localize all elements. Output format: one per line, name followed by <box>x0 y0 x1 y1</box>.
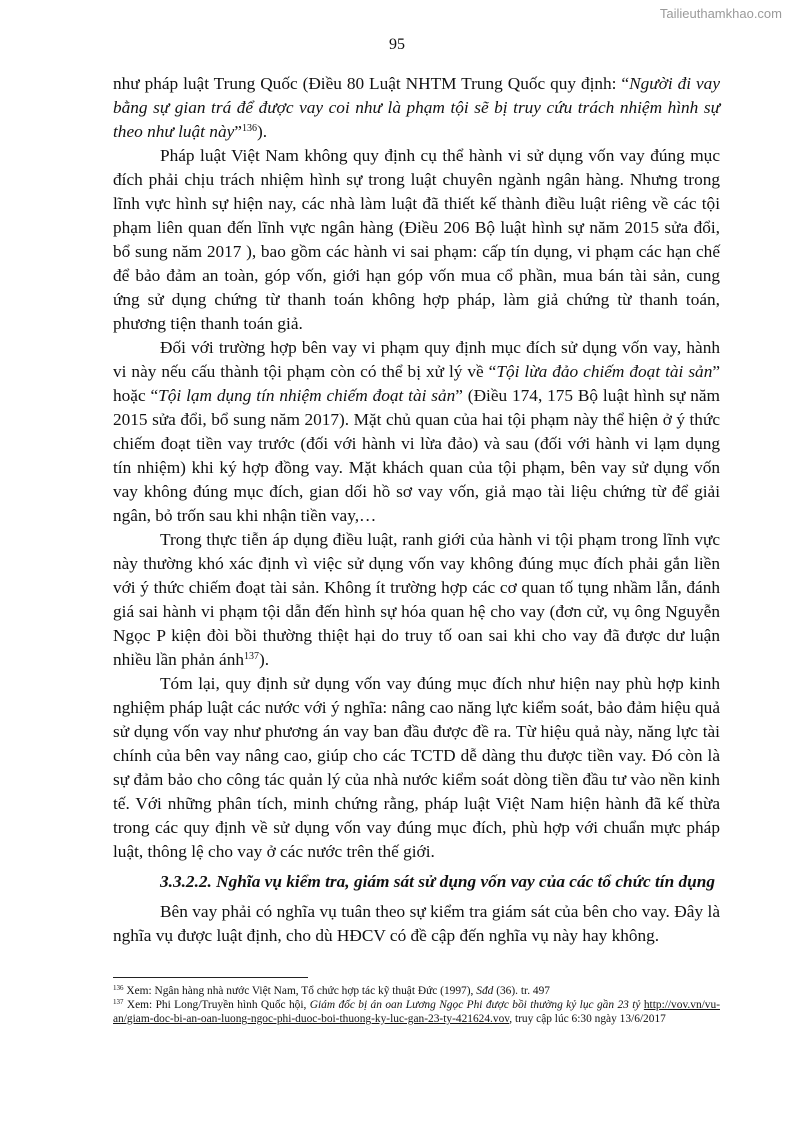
section-heading: 3.3.2.2. Nghĩa vụ kiểm tra, giám sát sử dụng vốn vay của các tổ chức tín dụng <box>160 872 716 891</box>
footnote-136: $^{136}$ Xem: Ngân hàng nhà nước Việt Nam, Tổ chức hợp tác kỹ thuật Đức (1997), Sđd (36). tr. 497 <box>113 984 550 997</box>
watermark: Tailieuthamkhao.com <box>659 6 782 21</box>
paragraph-1: như pháp luật Trung Quốc (Điều 80 Luật NHTM Trung Quốc quy định: “Người đi vay bằng sự gian trá để được vay coi như là phạm tội sẽ bị truy cứu trách nhiệm hình sự theo như luật này”$^{136}$). <box>113 74 720 141</box>
footnote-ref-137[interactable]: 137 <box>244 651 260 662</box>
page-body <box>113 72 720 948</box>
page-number: 95 <box>389 36 405 53</box>
paragraph-3: Đối với trường hợp bên vay vi phạm quy định mục đích sử dụng vốn vay, hành vi này nếu cấu thành tội phạm còn có thể bị xử lý về “Tội lừa đảo chiếm đoạt tài sản” hoặc “Tội lạm dụng tín nhiệm chiếm đoạt tài sản” (Điều 174, 175 Bộ luật hình sự năm 2015 sửa đổi, bổ sung năm 2017). Mặt chủ quan của hai tội phạm này thể hiện ở ý thức chiếm đoạt tiền vay trước (đối với hành vi lừa đảo) và sau (đối với hành vi lạm dụng tín nhiệm) khi ký hợp đồng vay. Mặt khách quan của tội phạm, bên vay sử dụng vốn vay không đúng mục đích, gian dối hồ sơ vay vốn, giả mạo tài liệu chứng từ để giải ngân, bỏ trốn sau khi nhận tiền vay,… <box>113 338 721 525</box>
footnotes <box>113 984 720 1026</box>
paragraph-5: Tóm lại, quy định sử dụng vốn vay đúng mục đích như hiện nay phù hợp kinh nghiệm pháp luật các nước với ý nghĩa: nâng cao năng lực kiểm soát, bảo đảm hiệu quả sử dụng vốn vay như phương án vay ban đầu được đề ra. Từ hiệu quả này, năng lực tài chính của bên vay nâng cao, giúp cho các TCTD dễ dàng thu được tiền vay. Đó còn là sự đảm bảo cho công tác quản lý của nhà nước kiểm soát dòng tiền đầu tư vào nền kinh tế. Với những phân tích, minh chứng rằng, pháp luật Việt Nam hiện hành đã kế thừa trong các quy định về sử dụng vốn vay đúng mục đích, phù hợp với chuẩn mực pháp luật, thông lệ cho vay ở các nước trên thế giới. <box>113 674 720 861</box>
paragraph-2: Pháp luật Việt Nam không quy định cụ thể hành vi sử dụng vốn vay đúng mục đích phải chịu trách nhiệm hình sự trong luật chuyên ngành ngân hàng. Nhưng trong lĩnh vực hình sự hiện nay, các nhà làm luật đã thiết kế thành điều luật riêng về các tội phạm liên quan đến lĩnh vực ngân hàng (Điều 206 Bộ luật hình sự năm 2015 sửa đổi, bổ sung năm 2017 ), bao gồm các hành vi sai phạm: cấp tín dụng, vi phạm các hạn chế để bảo đảm an toàn, góp vốn, giới hạn góp vốn mua cổ phần, mua bán tài sản, cung ứng sử dụng chứng từ thanh toán không hợp pháp, làm giả chứng từ thanh toán, phương tiện thanh toán giả. <box>113 146 720 333</box>
paragraph-4: Trong thực tiễn áp dụng điều luật, ranh giới của hành vi tội phạm trong lĩnh vực này thường khó xác định vì việc sử dụng vốn vay không đúng mục đích phải gắn liền với ý thức chiếm đoạt tài sản. Không ít trường hợp các cơ quan tố tụng nhầm lẫn, đánh giá sai hành vi phạm tội dẫn đến hình sự hóa quan hệ cho vay (đơn cử, vụ ông Nguyễn Ngọc P kiện đòi bồi thường thiệt hại do truy tố oan sai khi cho vay đã được dư luận nhiều lần phản ánh$^{137}$). <box>113 530 720 669</box>
footnote-link[interactable]: http://vov.vn/vu-an/giam-doc-bi-an-oan-luong-ngoc-phi-duoc-boi-thuong-ky-luc-gan-23-ty-421624.vov <box>113 999 720 1025</box>
paragraph-6: Bên vay phải có nghĩa vụ tuân theo sự kiểm tra giám sát của bên cho vay. Đây là nghĩa vụ được luật định, cho dù HĐCV có đề cập đến nghĩa vụ này hay không. <box>113 902 720 945</box>
footnote-ref-136[interactable]: 136 <box>241 123 257 134</box>
footnote-divider <box>113 977 308 978</box>
footnote-137: $^{137}$ Xem: Phi Long/Truyền hình Quốc hội, Giám đốc bị án oan Lương Ngọc Phi được bồi thường kỷ lục gần 23 tỷ http://vov.vn/vu-an/giam-doc-bi-an-oan-luong-ngoc-phi-duoc-boi-thuong-ky-luc-gan-23-ty-421624.vov, truy cập lúc 6:30 ngày 13/6/2017 <box>113 998 720 1025</box>
